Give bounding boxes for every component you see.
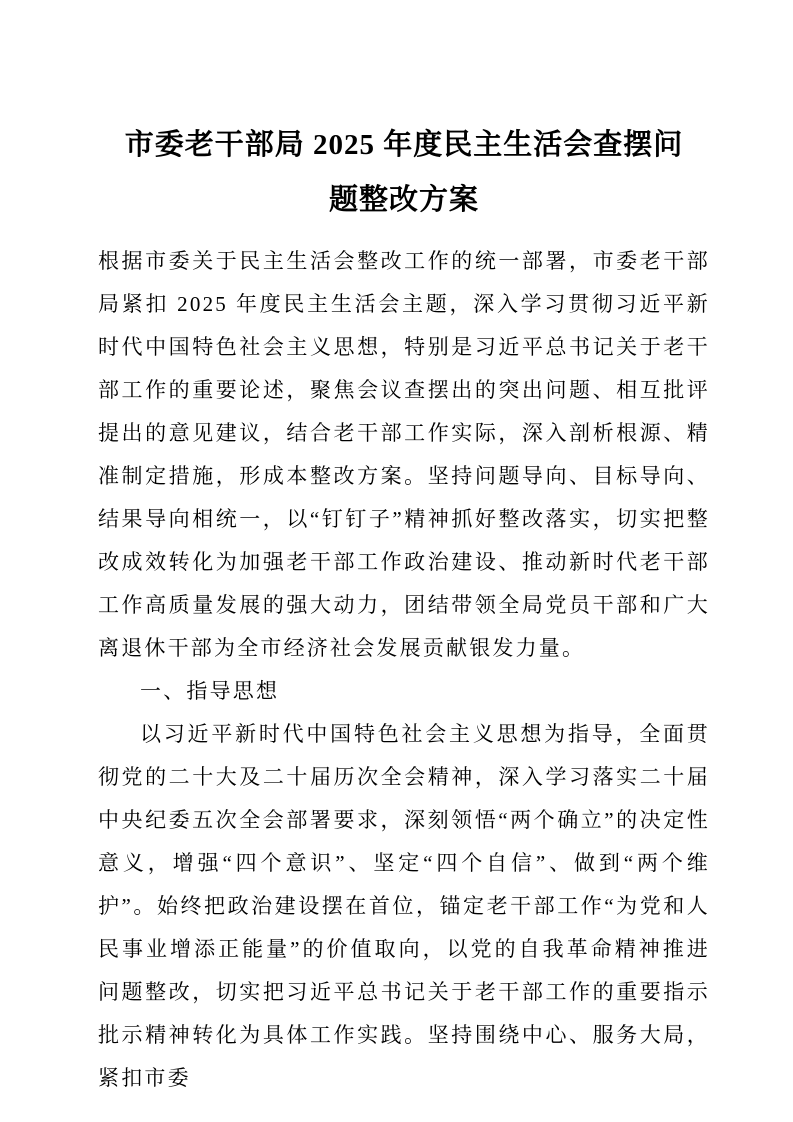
- document-body: [98, 240, 710, 1100]
- title-line: 题整改方案: [328, 184, 479, 216]
- paragraph: 根据市委关于民主生活会整改工作的统一部署，市委老干部局紧扣 2025 年度民主生活会主题，深入学习贯彻习近平新时代中国特色社会主义思想，特别是习近平总书记关于老干部工作的重要论述，聚焦会议查摆出的突出问题、相互批评提出的意见建议，结合老干部工作实际，深入剖析根源、精准制定措施，形成本整改方案。坚持问题导向、目标导向、结果导向相统一，以“钉钉子”精神抓好整改落实，切实把整改成效转化为加强老干部工作政治建设、推动新时代老干部工作高质量发展的强大动力，团结带领全局党员干部和广大离退休干部为全市经济社会发展贡献银发力量。: [98, 249, 710, 660]
- title-line: 市委老干部局 2025 年度民主生活会查摆问: [124, 129, 684, 161]
- document-title: [98, 118, 710, 228]
- paragraph: 以习近平新时代中国特色社会主义思想为指导，全面贯彻党的二十大及二十届历次全会精神，深入学习落实二十届中央纪委五次全会部署要求，深刻领悟“两个确立”的决定性意义，增强“四个意识”、坚定“四个自信”、做到“两个维护”。始终把政治建设摆在首位，锚定老干部工作“为党和人民事业增添正能量”的价值取向，以党的自我革命精神推进问题整改，切实把习近平总书记关于老干部工作的重要指示批示精神转化为具体工作实践。坚持围绕中心、服务大局，紧扣市委: [98, 722, 710, 1090]
- section-heading: 一、指导思想: [140, 679, 280, 703]
